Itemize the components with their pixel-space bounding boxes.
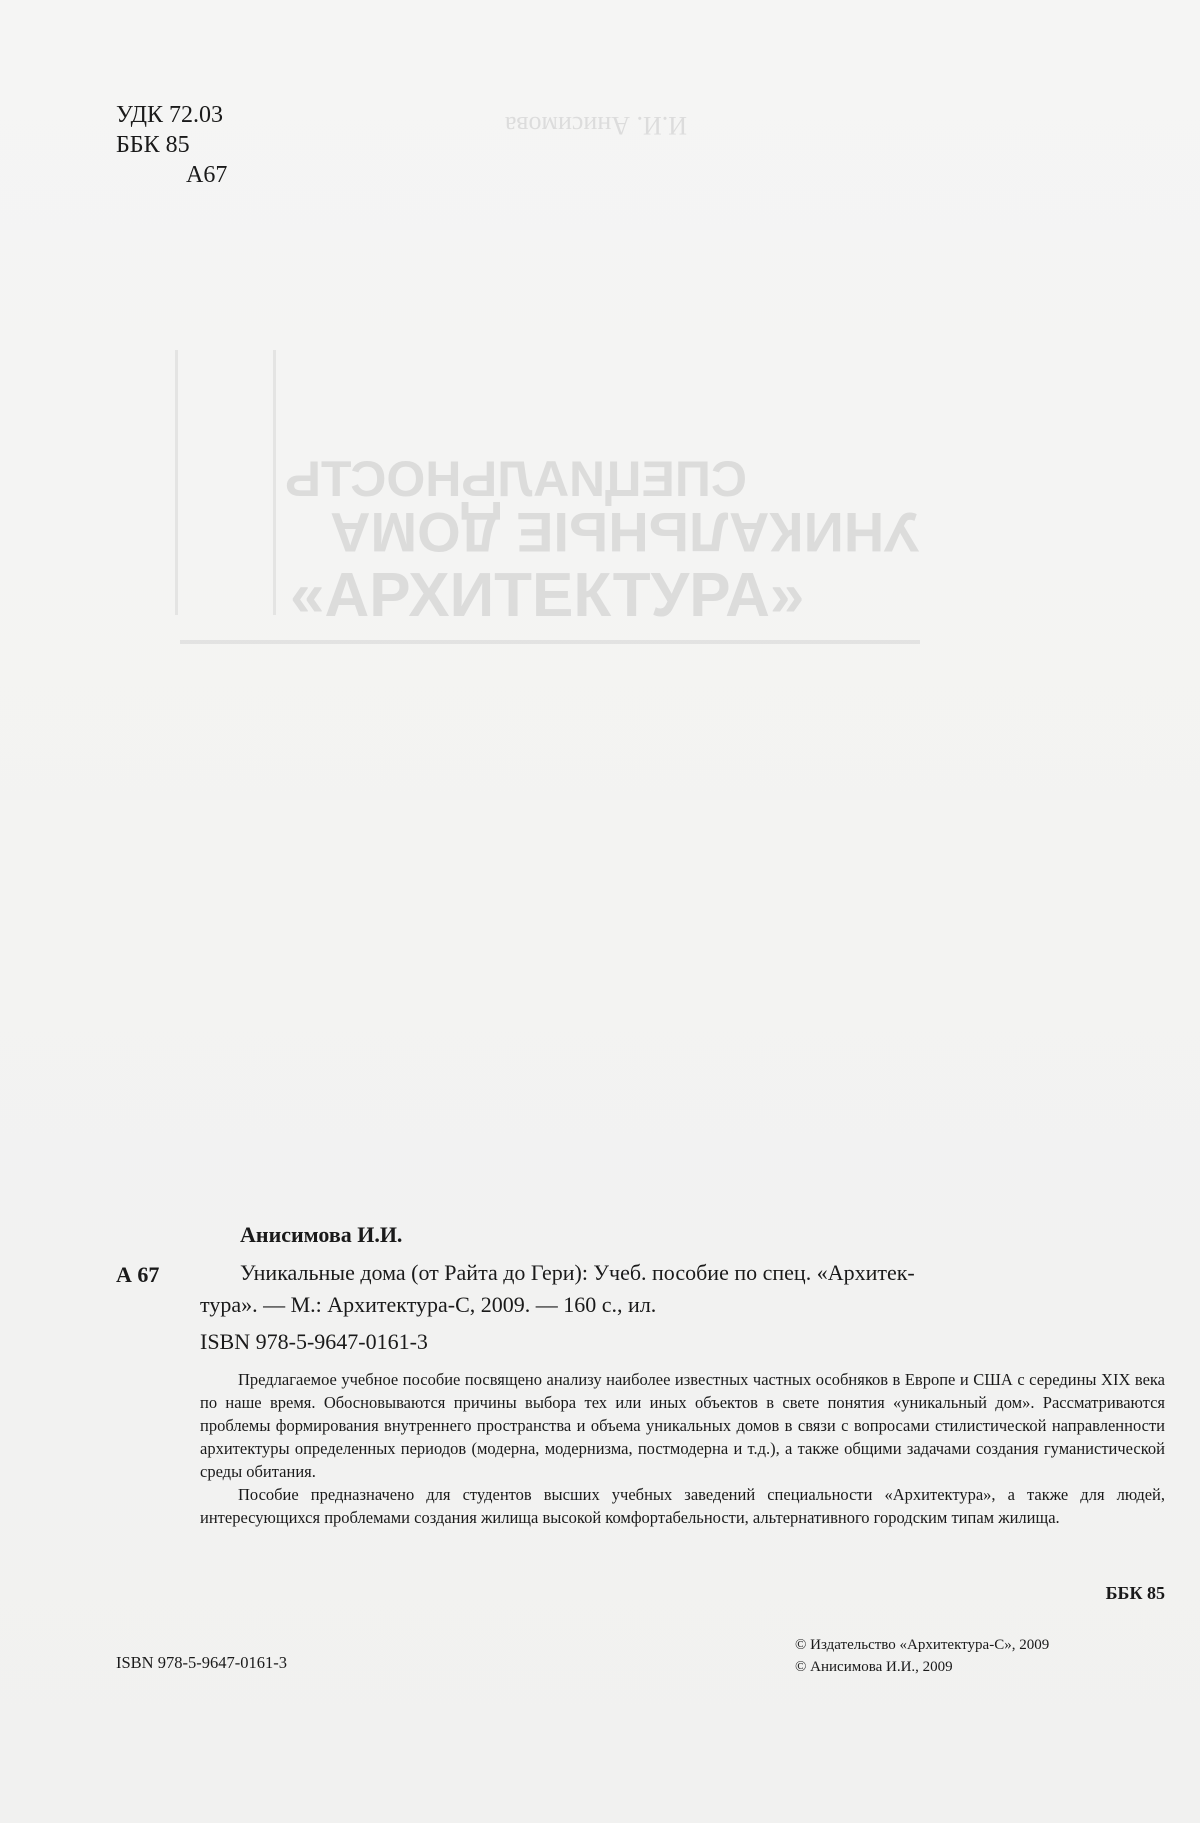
abstract-paragraph: Предлагаемое учебное пособие посвящено анализу наиболее известных частных особняков в Европе и США с середины XIX века по наше время. Обосновываются причины выбора тех или иных объектов в свете понятия «уникальный дом». Рассматриваются проблемы формирования внутреннего пространства и объема уникальных домов в связи с вопросами стилистической направленности архитектуры определенных периодов (модерна, модернизма, постмодерна и т.д.), а также общими задачами создания гуманистической среды обитания.	[200, 1370, 1165, 1481]
title-continuation: тура». — М.: Архитектура-С, 2009. — 160 с., ил.	[200, 1292, 657, 1317]
ghost-title: СПЕЦИАЛЬНОСТЬ	[285, 451, 747, 507]
bbk-code: ББК 85	[116, 132, 190, 158]
footer-isbn: ISBN 978-5-9647-0161-3	[116, 1653, 287, 1672]
footer-bbk: ББК 85	[1105, 1583, 1165, 1603]
ghost-title: УНИКАЛЬНЫЕ ДОМА	[330, 501, 920, 564]
index-label: А 67	[116, 1262, 160, 1287]
abstract	[200, 1368, 1165, 1529]
isbn: ISBN 978-5-9647-0161-3	[200, 1329, 428, 1354]
classification-block	[116, 100, 227, 190]
udk-code: УДК 72.03	[116, 102, 223, 128]
ghost-rule	[180, 640, 920, 644]
copyright-author: © Анисимова И.И., 2009	[795, 1659, 953, 1675]
copyright-publisher: © Издательство «Архитектура-С», 2009	[795, 1637, 1050, 1653]
ghost-author: И.И. Анисимова	[505, 111, 688, 140]
bibliographic-record	[200, 1257, 1162, 1321]
author-name: Анисимова И.И.	[240, 1222, 403, 1247]
author-index: А67	[186, 162, 228, 188]
copyright-block	[795, 1634, 1049, 1678]
abstract-paragraph: Пособие предназначено для студентов высших учебных заведений специальности «Архитектура», а также для людей, интересующихся проблемами создания жилища высокой комфортабельности, альтернативного городским типам жилища.	[200, 1485, 1165, 1527]
ghost-title: «АРХИТЕКТУРА»	[290, 561, 805, 630]
ghost-figure	[175, 350, 276, 615]
title-line: Уникальные дома (от Райта до Гери): Учеб. пособие по спец. «Архитек-	[240, 1260, 915, 1285]
